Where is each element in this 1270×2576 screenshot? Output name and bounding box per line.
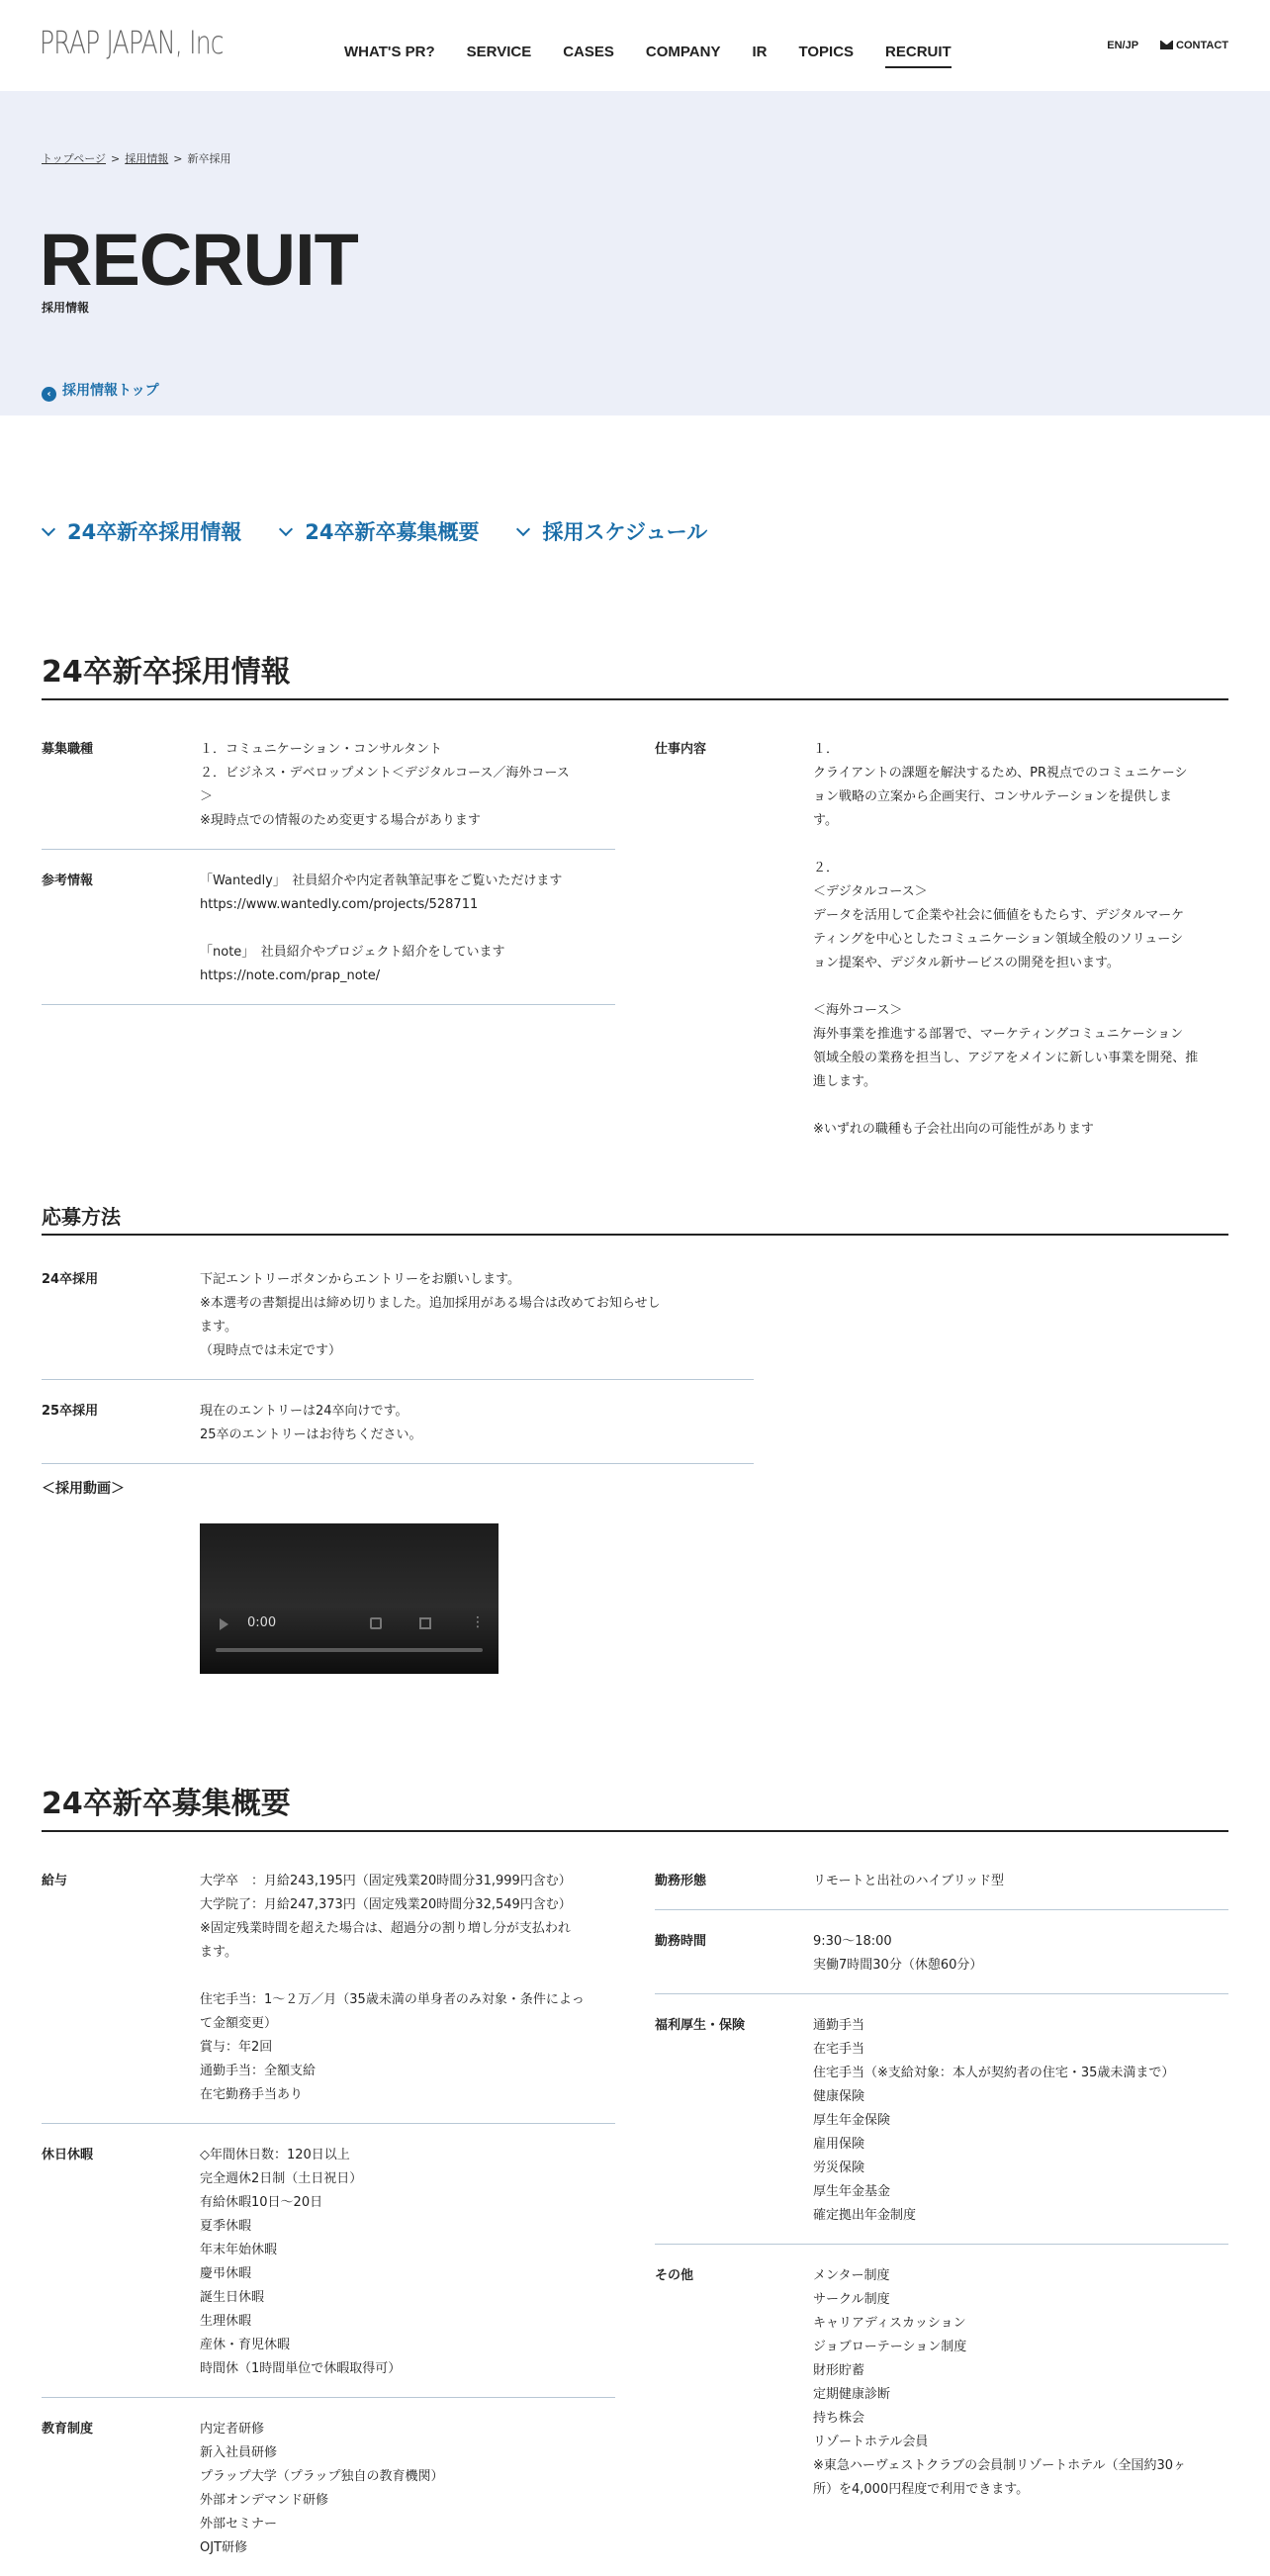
row-value-line: ティングを中心としたコミュニケーション領域全般のソリューシ [813, 932, 1184, 947]
info-row [42, 738, 615, 850]
row-value-line: 確定拠出年金制度 [813, 2208, 917, 2223]
row-value [813, 738, 1228, 1142]
recruit-video-player[interactable] [200, 1523, 499, 1674]
row-value-line: 年末年始休暇 [200, 2243, 278, 2257]
chevron-down-icon [42, 522, 55, 536]
row-value-line: データを活用して企業や社会に価値をもたらす、デジタルマーケ [813, 908, 1185, 923]
row-value [813, 1930, 1228, 1978]
video-progress-bar[interactable] [216, 1648, 483, 1652]
row-value-line: キャリアディスカッション [813, 2316, 966, 2331]
row-value-line: 領域全般の業務を担当し、アジアをメインに新しい事業を開発、推 [813, 1051, 1199, 1065]
row-label: 福利厚生・保険 [655, 2018, 746, 2033]
anchor-label: 24卒新卒募集概要 [305, 520, 480, 544]
row-value-line: ョン提案や、デジタル新サービスの開発を担います。 [813, 956, 1120, 970]
row-value-line: プラップ大学（プラップ独自の教育機関） [200, 2469, 444, 2484]
row-value-line: 現在のエントリーは24卒向けです。 [200, 1404, 408, 1419]
apply-column [42, 1268, 754, 1464]
row-value-line: ます。 [200, 1945, 237, 1960]
row-value [813, 2264, 1228, 2502]
breadcrumb-top[interactable]: トップページ [42, 152, 107, 165]
row-label: 勤務形態 [655, 1874, 707, 1888]
row-value-line: 健康保険 [813, 2089, 865, 2104]
row-value-line: 「Wantedly」 社員紹介や内定者執筆記事をご覧いただけます [200, 874, 563, 888]
page-title: RECRUIT [40, 219, 358, 301]
row-value-line: 慶弔休暇 [200, 2266, 252, 2281]
row-value-line: ＜海外コース＞ [813, 1003, 903, 1018]
row-label: 勤務時間 [655, 1934, 707, 1949]
row-value-line: ※固定残業時間を超えた場合は、超過分の割り増し分が支払われ [200, 1921, 571, 1936]
row-value-line: 9:30～18:00 [813, 1934, 892, 1949]
row-value-line: リゾートホテル会員 [813, 2435, 929, 2449]
row-value-line: 25卒のエントリーはお待ちください。 [200, 1427, 422, 1442]
row-value-line: 持ち株会 [813, 2411, 865, 2426]
row-label: その他 [655, 2268, 694, 2283]
mail-icon [1160, 41, 1173, 49]
nav-cases[interactable]: CASES [563, 44, 614, 60]
contact-link[interactable] [1160, 40, 1228, 51]
row-value-line: （現時点では未定です） [200, 1343, 342, 1358]
anchor-nav [44, 516, 707, 546]
info-row [655, 738, 1228, 1157]
row-value-line: 新入社員研修 [200, 2445, 278, 2460]
row-value-line: 雇用保険 [813, 2137, 865, 2152]
row-value-line [813, 1094, 1228, 1118]
row-value-line: 完全週休2日制（土日祝日） [200, 2171, 363, 2186]
nav-topics[interactable]: TOPICS [798, 44, 855, 60]
row-value-line: 大学院了：月給247,373円（固定残業20時間分32,549円含む） [200, 1897, 572, 1912]
row-value-line: 実働7時間30分（休憩60分） [813, 1958, 983, 1973]
breadcrumb: トップページ > 採用情報 > 新卒採用 [42, 152, 231, 165]
info-left-column [42, 738, 615, 1005]
page-subtitle: 採用情報 [42, 301, 90, 315]
more-options-icon[interactable]: ⋮ [471, 1614, 485, 1630]
row-value-line: 住宅手当（※支給対象：本人が契約者の住宅・35歳未満まで） [813, 2066, 1175, 2080]
row-value-line: サークル制度 [813, 2292, 890, 2307]
row-value-line [813, 975, 1228, 999]
chevron-down-icon [279, 522, 293, 536]
row-value-line: 財形貯蓄 [813, 2363, 865, 2378]
utility-links [1107, 40, 1228, 51]
overview-right-column [655, 1870, 1228, 2518]
row-value-line: て金額変更） [200, 2016, 278, 2031]
info-row [42, 1870, 615, 2124]
row-label: 給与 [42, 1874, 68, 1888]
chevron-left-icon: ‹ [42, 387, 56, 402]
play-icon[interactable] [220, 1618, 228, 1630]
video-heading: ＜採用動画＞ [42, 1481, 125, 1497]
fullscreen-icon[interactable] [419, 1617, 431, 1629]
row-value-line: https://note.com/prap_note/ [200, 968, 381, 983]
info-row [42, 850, 615, 1005]
row-value [200, 2418, 615, 2560]
row-value-line: 進します。 [813, 1074, 876, 1089]
row-value-line: 厚生年金基金 [813, 2184, 891, 2199]
row-value-line: 通勤手当 [813, 2018, 865, 2033]
site-header [0, 0, 1270, 91]
chevron-down-icon [516, 522, 530, 536]
anchor-link-info[interactable] [44, 516, 241, 546]
row-value [200, 870, 615, 988]
row-value-line: 所）を4,000円程度で利用できます。 [813, 2482, 1030, 2497]
row-value-line: 外部オンデマンド研修 [200, 2493, 329, 2508]
info-row [655, 1910, 1228, 1994]
row-value [200, 1870, 615, 2107]
recruit-top-link[interactable] [42, 380, 159, 402]
anchor-link-schedule[interactable] [518, 516, 707, 546]
row-value-line: ２． [813, 861, 840, 875]
row-value-line: OJT研修 [200, 2540, 248, 2555]
row-value-line: 定期健康診断 [813, 2387, 891, 2402]
row-value [200, 1268, 754, 1363]
nav-recruit[interactable]: RECRUIT [885, 44, 952, 68]
row-value-line: 内定者研修 [200, 2422, 265, 2437]
info-row [42, 2398, 615, 2576]
row-label: 教育制度 [42, 2422, 94, 2437]
row-value-line: 「note」 社員紹介やプロジェクト紹介をしています [200, 945, 505, 960]
anchor-link-overview[interactable] [281, 516, 479, 546]
row-value-line: 下記エントリーボタンからエントリーをお願いします。 [200, 1272, 520, 1287]
row-value-line: ※現時点での情報のため変更する場合があります [200, 813, 481, 828]
row-value-line: ※いずれの職種も子会社出向の可能性があります [813, 1122, 1094, 1137]
row-value [200, 738, 615, 833]
row-value-line: 労災保険 [813, 2161, 865, 2175]
video-time: 0:00 [247, 1615, 277, 1630]
row-label: 25卒採用 [42, 1404, 99, 1419]
nav-ir[interactable]: IR [752, 44, 768, 60]
row-value-line: 在宅手当 [813, 2042, 865, 2057]
breadcrumb-recruit[interactable]: 採用情報 [125, 152, 169, 165]
row-value-line: ＜デジタルコース＞ [813, 884, 928, 899]
anchor-label: 24卒新卒採用情報 [67, 520, 242, 544]
row-value-line [200, 1965, 615, 1988]
info-row [42, 1380, 754, 1464]
apply-title: 応募方法 [42, 1201, 1228, 1236]
row-value-line: 住宅手当：1～２万／月（35歳未満の単身者のみ対象・条件によっ [200, 1992, 585, 2007]
info-row [655, 2245, 1228, 2518]
global-nav [344, 44, 952, 68]
volume-icon[interactable] [370, 1617, 382, 1629]
row-value-line: 産休・育児休暇 [200, 2338, 291, 2352]
row-label: 24卒採用 [42, 1272, 99, 1287]
info-row [42, 1268, 754, 1380]
section-title-info: 24卒新卒採用情報 [42, 647, 1228, 700]
row-value-line [813, 833, 1228, 857]
recruit-top-label: 採用情報トップ [62, 383, 159, 399]
row-value-line: 在宅勤務手当あり [200, 2087, 304, 2102]
contact-label: CONTACT [1176, 40, 1228, 51]
info-row [655, 1994, 1228, 2245]
row-value-line: ２．ビジネス・デベロップメント＜デジタルコース／海外コース [200, 766, 570, 781]
row-value-line [200, 917, 615, 941]
row-value-line: 厚生年金保険 [813, 2113, 891, 2128]
row-value-line: ジョブローテーション制度 [813, 2340, 967, 2354]
overview-left-column [42, 1870, 615, 2576]
row-value-line: ョン戦略の立案から企画実行、コンサルテーションを提供しま [813, 789, 1172, 804]
row-label: 休日休暇 [42, 2148, 94, 2162]
row-value-line: ＞ [200, 789, 214, 804]
row-value-line: ます。 [200, 1320, 237, 1334]
row-value-line: 生理休暇 [200, 2314, 252, 2329]
row-value-line: 海外事業を推進する部署で、マーケティングコミュニケーション [813, 1027, 1184, 1042]
language-switch[interactable]: EN/JP [1107, 40, 1139, 51]
row-value [813, 1870, 1228, 1893]
row-value-line: 夏季休暇 [200, 2219, 252, 2234]
row-value-line: １．コミュニケーション・コンサルタント [200, 742, 443, 757]
breadcrumb-current: 新卒採用 [187, 152, 231, 165]
row-value-line: 通勤手当：全額支給 [200, 2064, 317, 2078]
row-value-line: https://www.wantedly.com/projects/528711 [200, 897, 479, 912]
nav-company[interactable]: COMPANY [645, 44, 721, 60]
row-value-line: １． [813, 742, 840, 757]
row-value-line: 誕生日休暇 [200, 2290, 265, 2305]
anchor-label: 採用スケジュール [542, 520, 708, 544]
row-value-line: 賞与：年2回 [200, 2040, 273, 2055]
nav-whats-pr[interactable]: WHAT'S PR? [344, 44, 435, 60]
info-row [655, 1870, 1228, 1910]
row-value-line: 外部セミナー [200, 2517, 278, 2531]
row-value-line: ※東急ハーヴェストクラブの会員制リゾートホテル（全国約30ヶ [813, 2458, 1187, 2473]
row-value-line: メンター制度 [813, 2268, 890, 2283]
row-value [813, 2014, 1228, 2228]
row-value-line: ◇年間休日数：120日以上 [200, 2148, 350, 2162]
row-value-line: 時間休（1時間単位で休暇取得可） [200, 2361, 402, 2376]
row-value [200, 2144, 615, 2381]
row-value-line: クライアントの課題を解決するため、PR視点でのコミュニケーシ [813, 766, 1188, 781]
row-label: 仕事内容 [655, 742, 707, 757]
info-right-column [655, 738, 1228, 1157]
page-hero [0, 91, 1270, 415]
company-logo[interactable]: PRAP JAPAN, Inc [40, 24, 224, 61]
nav-service[interactable]: SERVICE [466, 44, 532, 60]
row-value-line: す。 [813, 813, 838, 828]
row-value-line: 大学卒 ：月給243,195円（固定残業20時間分31,999円含む） [200, 1874, 572, 1888]
row-value-line: ※本選考の書類提出は締め切りました。追加採用がある場合は改めてお知らせし [200, 1296, 661, 1311]
row-label: 参考情報 [42, 874, 94, 888]
row-value-line: 有給休暇10日～20日 [200, 2195, 323, 2210]
row-value [200, 1400, 754, 1447]
row-value-line: リモートと出社のハイブリッド型 [813, 1874, 1005, 1888]
section-title-overview: 24卒新卒募集概要 [42, 1779, 1228, 1832]
info-row [42, 2124, 615, 2398]
row-label: 募集職種 [42, 742, 94, 757]
